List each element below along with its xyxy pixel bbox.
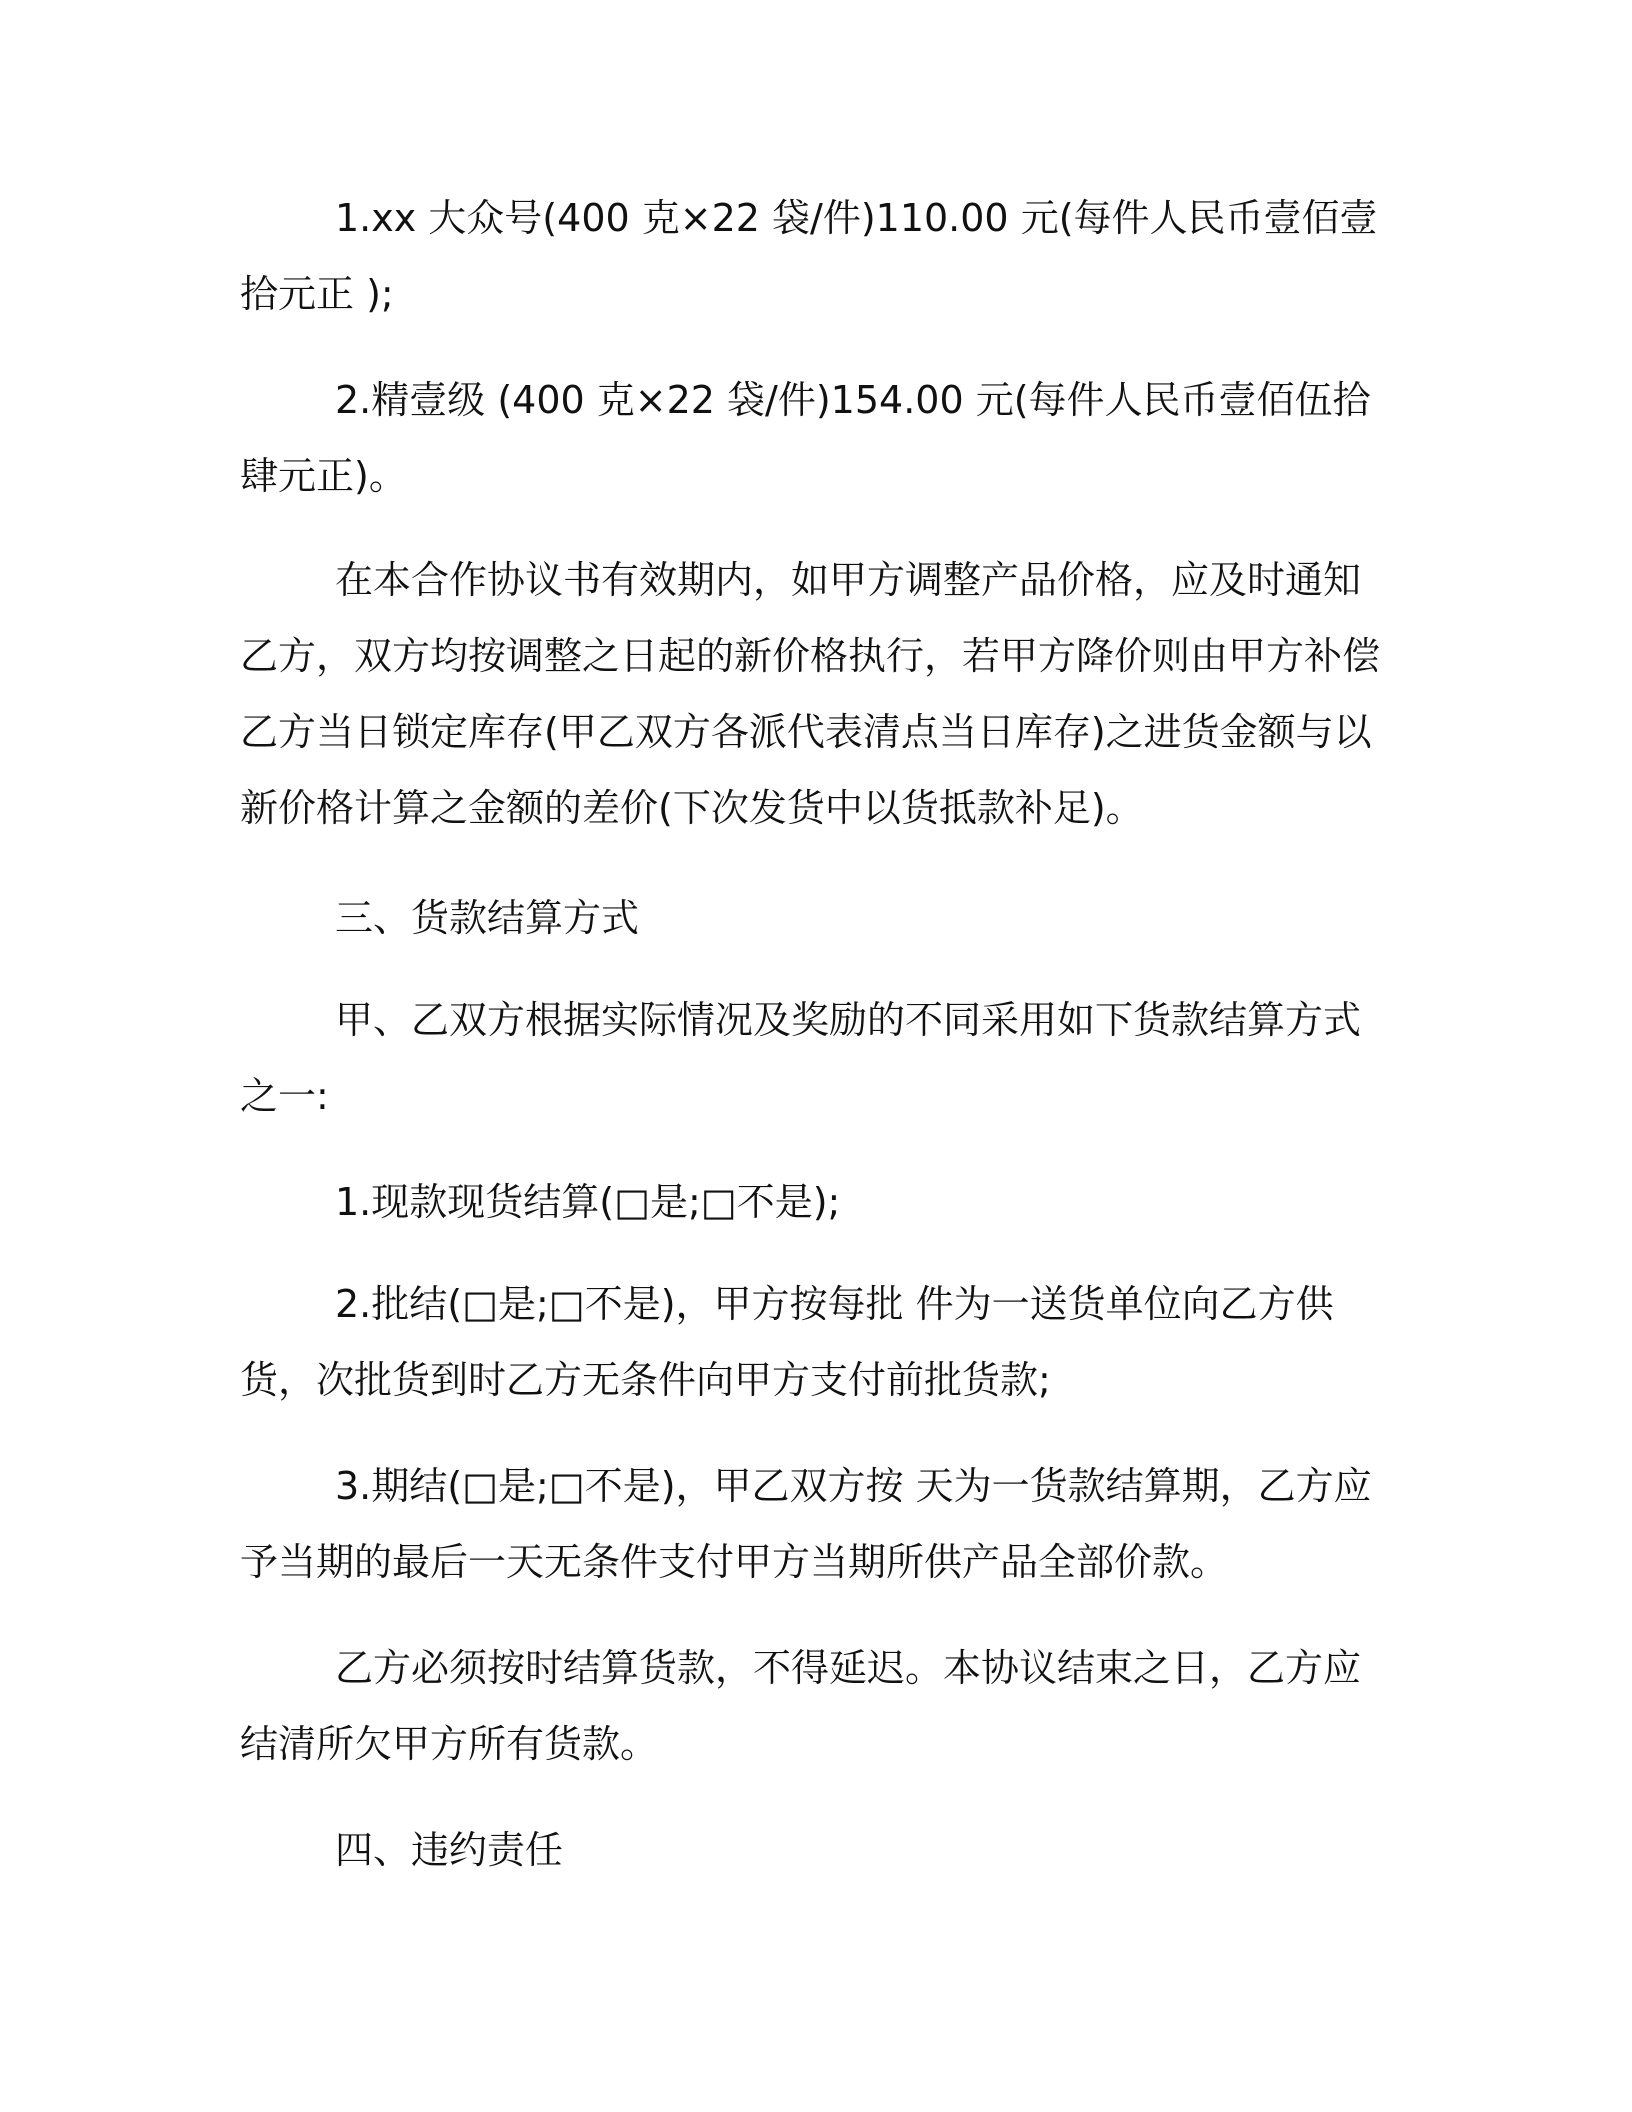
settlement-option-2: 2.批结(□是;□不是)，甲方按每批 件为一送货单位向乙方供货，次批货到时乙方无条件向甲方支付前批货款; [240,1282,1334,1402]
settlement-option-1: 1.现款现货结算(□是;□不是); [335,1180,841,1224]
settlement-option-3: 3.期结(□是;□不是)，甲乙双方按 天为一货款结算期，乙方应予当期的最后一天无条件支付甲方当期所供产品全部价款。 [240,1464,1372,1584]
price-item-1: 1.xx 大众号(400 克×22 袋/件)110.00 元(每件人民币壹佰壹拾元正 ); [240,196,1378,316]
payment-deadline-paragraph: 乙方必须按时结算货款，不得延迟。本协议结束之日，乙方应结清所欠甲方所有货款。 [240,1646,1362,1766]
section-3-heading: 三、货款结算方式 [335,896,640,940]
settlement-intro-paragraph: 甲、乙双方根据实际情况及奖励的不同采用如下货款结算方式之一: [240,998,1362,1118]
price-adjustment-paragraph: 在本合作协议书有效期内，如甲方调整产品价格，应及时通知乙方，双方均按调整之日起的新价格执行，若甲方降价则由甲方补偿乙方当日锁定库存(甲乙双方各派代表清点当日库存)之进货金额与以新价格计算之金额的差价(下次发货中以货抵款补足)。 [240,558,1381,830]
price-item-2: 2.精壹级 (400 克×22 袋/件)154.00 元(每件人民币壹佰伍拾肆元正)。 [240,378,1371,498]
section-4-heading: 四、违约责任 [335,1828,564,1872]
